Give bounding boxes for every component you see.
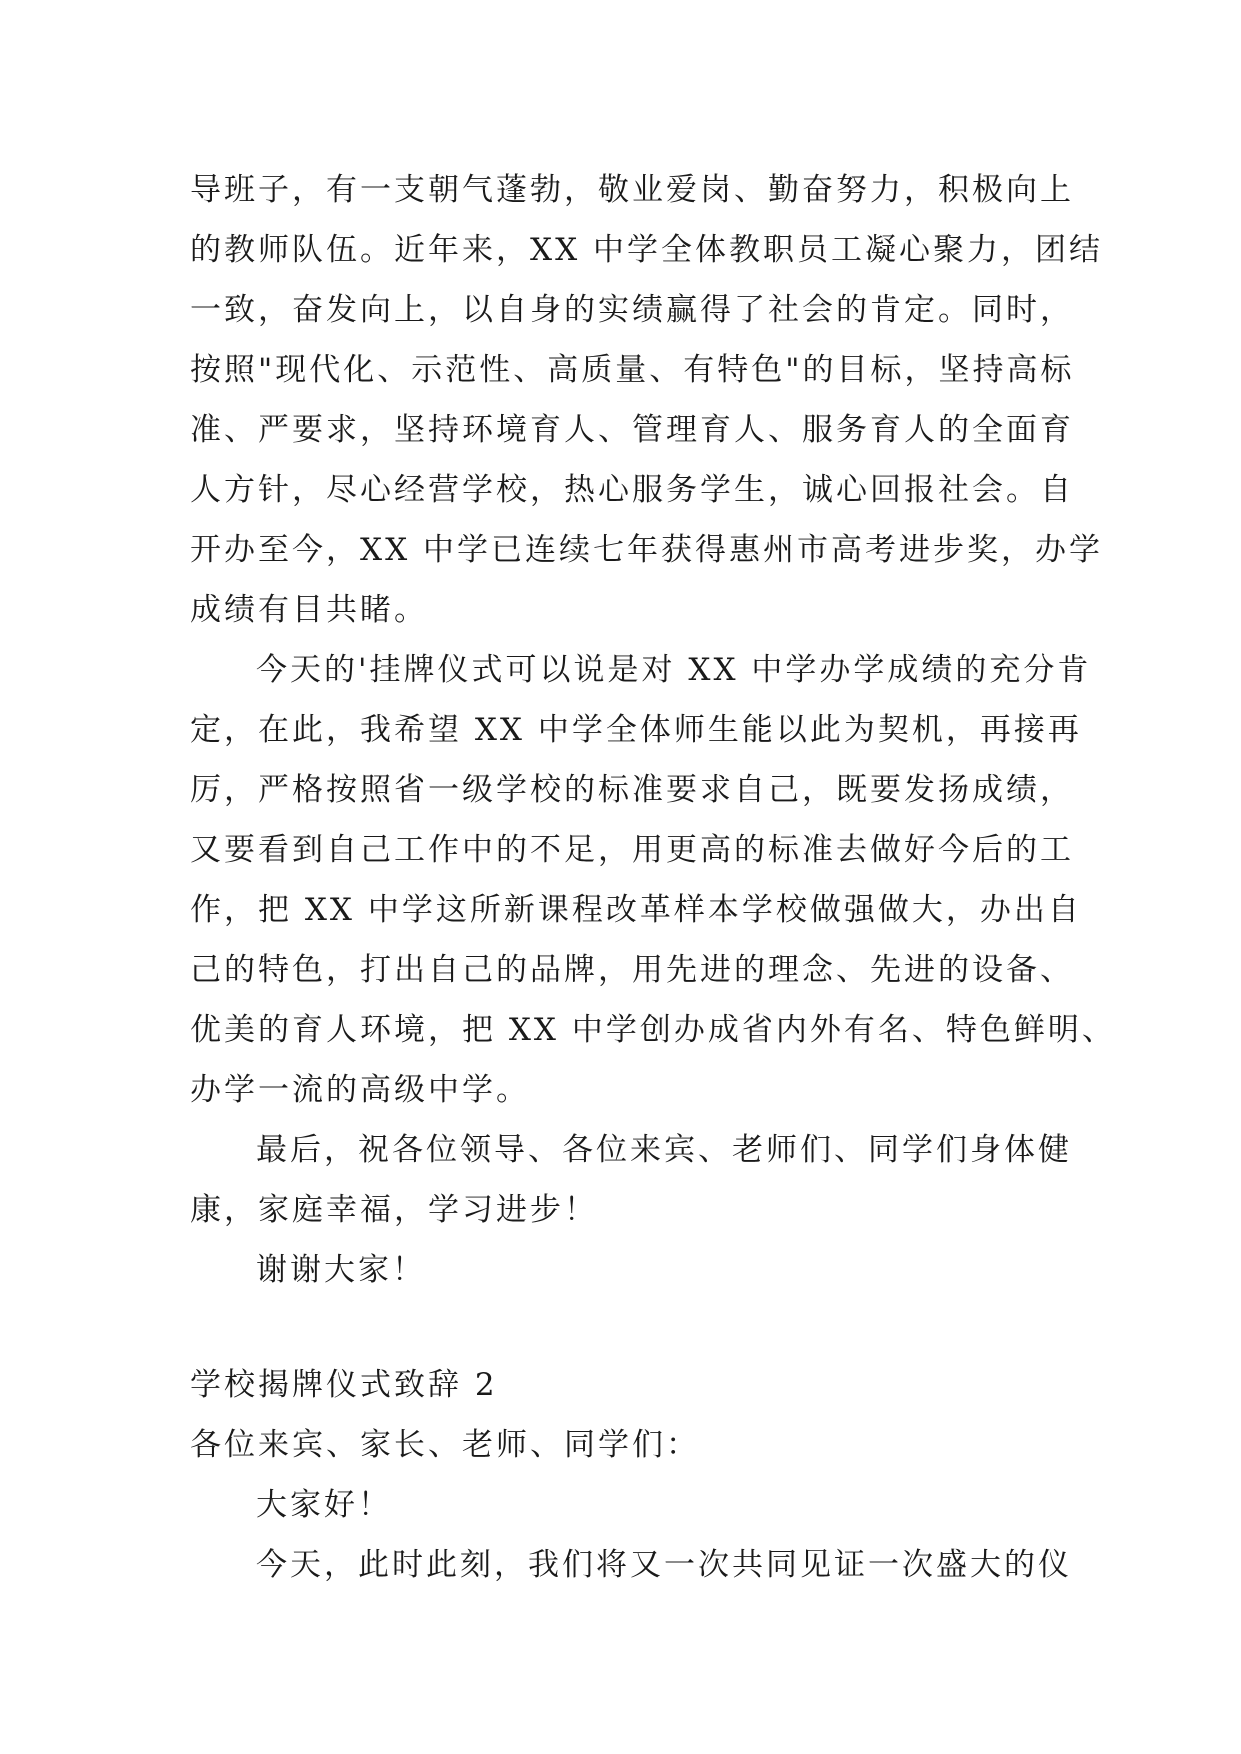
- greeting-text: 大家好！: [256, 1487, 392, 1523]
- text-line: 成绩有目共睹。: [190, 592, 428, 628]
- text-line: 优美的育人环境，把 XX 中学创办成省内外有名、特色鲜明、: [190, 1012, 1116, 1048]
- text-line: 定，在此，我希望 XX 中学全体师生能以此为契机，再接再: [190, 712, 1082, 748]
- text-line: 作，把 XX 中学这所新课程改革样本学校做强做大，办出自: [190, 892, 1082, 928]
- text-line: 今天的'挂牌仪式可以说是对 XX 中学办学成绩的充分肯: [256, 652, 1092, 688]
- text-line: 开办至今，XX 中学已连续七年获得惠州市高考进步奖，办学: [190, 532, 1103, 568]
- text-line: 厉，严格按照省一级学校的标准要求自己，既要发扬成绩，: [190, 772, 1074, 808]
- text-line: 康，家庭幸福，学习进步！: [190, 1192, 598, 1228]
- text-line: 己的特色，打出自己的品牌，用先进的理念、先进的设备、: [190, 952, 1074, 988]
- section-gap: [190, 1300, 1070, 1355]
- text-line: 的教师队伍。近年来，XX 中学全体教职员工凝心聚力，团结: [190, 232, 1103, 268]
- section-heading: [190, 1355, 1070, 1415]
- paragraph-opening: [190, 1535, 1070, 1595]
- text-line: 办学一流的高级中学。: [190, 1072, 530, 1108]
- text-line: 一致，奋发向上，以自身的实绩赢得了社会的肯定。同时，: [190, 292, 1074, 328]
- text-line: 又要看到自己工作中的不足，用更高的标准去做好今后的工: [190, 832, 1074, 868]
- text-line: 最后，祝各位领导、各位来宾、老师们、同学们身体健: [256, 1132, 1072, 1168]
- text-line: 按照"现代化、示范性、高质量、有特色"的目标，坚持高标: [190, 352, 1075, 388]
- paragraph-school-team: [190, 160, 1103, 640]
- document-body: [190, 160, 1116, 1595]
- paragraph-thanks: [190, 1240, 1070, 1300]
- salutation-text: 各位来宾、家长、老师、同学们：: [190, 1427, 700, 1463]
- greeting-paragraph: [190, 1475, 1070, 1535]
- text-line: 准、严要求，坚持环境育人、管理育人、服务育人的全面育: [190, 412, 1074, 448]
- thanks-text: 谢谢大家！: [256, 1252, 426, 1288]
- section-title: 学校揭牌仪式致辞 2: [190, 1367, 498, 1403]
- text-line: 人方针，尽心经营学校，热心服务学生，诚心回报社会。自: [190, 472, 1074, 508]
- salutation-paragraph: [190, 1415, 1070, 1475]
- paragraph-closing-wishes: [190, 1120, 1070, 1240]
- text-line: 导班子，有一支朝气蓬勃，敬业爱岗、勤奋努力，积极向上: [190, 172, 1074, 208]
- paragraph-ceremony-hope: [190, 640, 1116, 1120]
- text-line: 今天，此时此刻，我们将又一次共同见证一次盛大的仪: [256, 1547, 1072, 1583]
